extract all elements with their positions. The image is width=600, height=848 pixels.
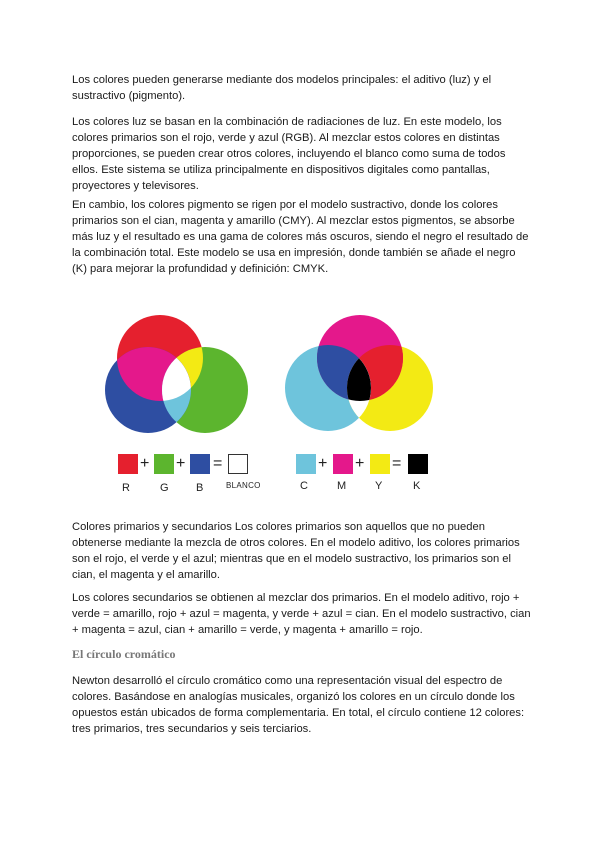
- paragraph-additive: Los colores luz se basan en la combinación de radiaciones de luz. En este modelo, los colores primarios son el rojo, verde y azul (RGB). Al mezclar estos colores en distintas proporciones, se pueden crear otros colores, incluyendo el blanco como suma de todos ellos. Este sistema se utiliza principalmente en dispositivos digitales como pantallas, proyectores y televisores.: [72, 116, 506, 192]
- label-c: C: [300, 480, 308, 492]
- paragraph-color-wheel: Newton desarrolló el círculo cromático como una representación visual del espectro de colores. Basándose en analogías musicales, organizó los colores en un círculo donde los opuestos están ubicados de forma complementaria. En total, el círculo contiene 12 colores: tres primarios, tres secundarios y seis terciarios.: [72, 675, 525, 735]
- paragraph-secondary-colors: Los colores secundarios se obtienen al mezclar dos primarios. En el modelo aditivo, rojo + verde = amarillo, rojo + azul = magenta, y verde + azul = cian. En el modelo sustractivo, cian + magenta = azul, cian + amarillo = verde, y magenta + amarillo = rojo.: [72, 592, 531, 636]
- section-heading: El círculo cromático: [72, 647, 176, 661]
- label-m: M: [337, 480, 347, 492]
- equals-sign: =: [213, 455, 223, 472]
- swatch-green: [154, 454, 174, 474]
- swatch-blue: [190, 454, 210, 474]
- swatch-white: [228, 454, 248, 474]
- label-blanco: BLANCO: [226, 481, 261, 490]
- plus-sign: +: [176, 455, 186, 472]
- label-y: Y: [375, 480, 383, 492]
- swatch-red: [118, 454, 138, 474]
- color-models-figure: [90, 300, 510, 500]
- label-b: B: [196, 482, 204, 494]
- plus-sign: +: [355, 455, 365, 472]
- plus-sign: +: [140, 455, 150, 472]
- equals-sign: =: [392, 455, 402, 472]
- label-g: G: [160, 482, 169, 494]
- label-k: K: [413, 480, 421, 492]
- swatch-yellow: [370, 454, 390, 474]
- cmy-venn: [285, 315, 433, 431]
- paragraph-intro: Los colores pueden generarse mediante dos modelos principales: el aditivo (luz) y el sustractivo (pigmento).: [72, 74, 492, 102]
- swatch-magenta: [333, 454, 353, 474]
- venn-diagrams: [90, 300, 510, 450]
- swatch-black: [408, 454, 428, 474]
- paragraph-primary-secondary: Colores primarios y secundarios Los colores primarios son aquellos que no pueden obtenerse mediante la mezcla de otros colores. En el modelo aditivo, los colores primarios son el rojo, el verde y el azul; mientras que en el modelo sustractivo, los primarios son el cian, el magenta y el amarillo.: [72, 521, 520, 581]
- plus-sign: +: [318, 455, 328, 472]
- paragraph-subtractive: En cambio, los colores pigmento se rigen por el modelo sustractivo, donde los colores primarios son el cian, magenta y amarillo (CMY). Al mezclar estos pigmentos, se absorbe más luz y el resultado es una gama de colores más oscuros, siendo el negro el resultado de la combinación total. Este modelo se usa en impresión, donde también se añade el negro (K) para mejorar la profundidad y definición: CMYK.: [72, 199, 529, 275]
- rgb-venn: [105, 315, 248, 433]
- swatch-cyan: [296, 454, 316, 474]
- label-r: R: [122, 482, 130, 494]
